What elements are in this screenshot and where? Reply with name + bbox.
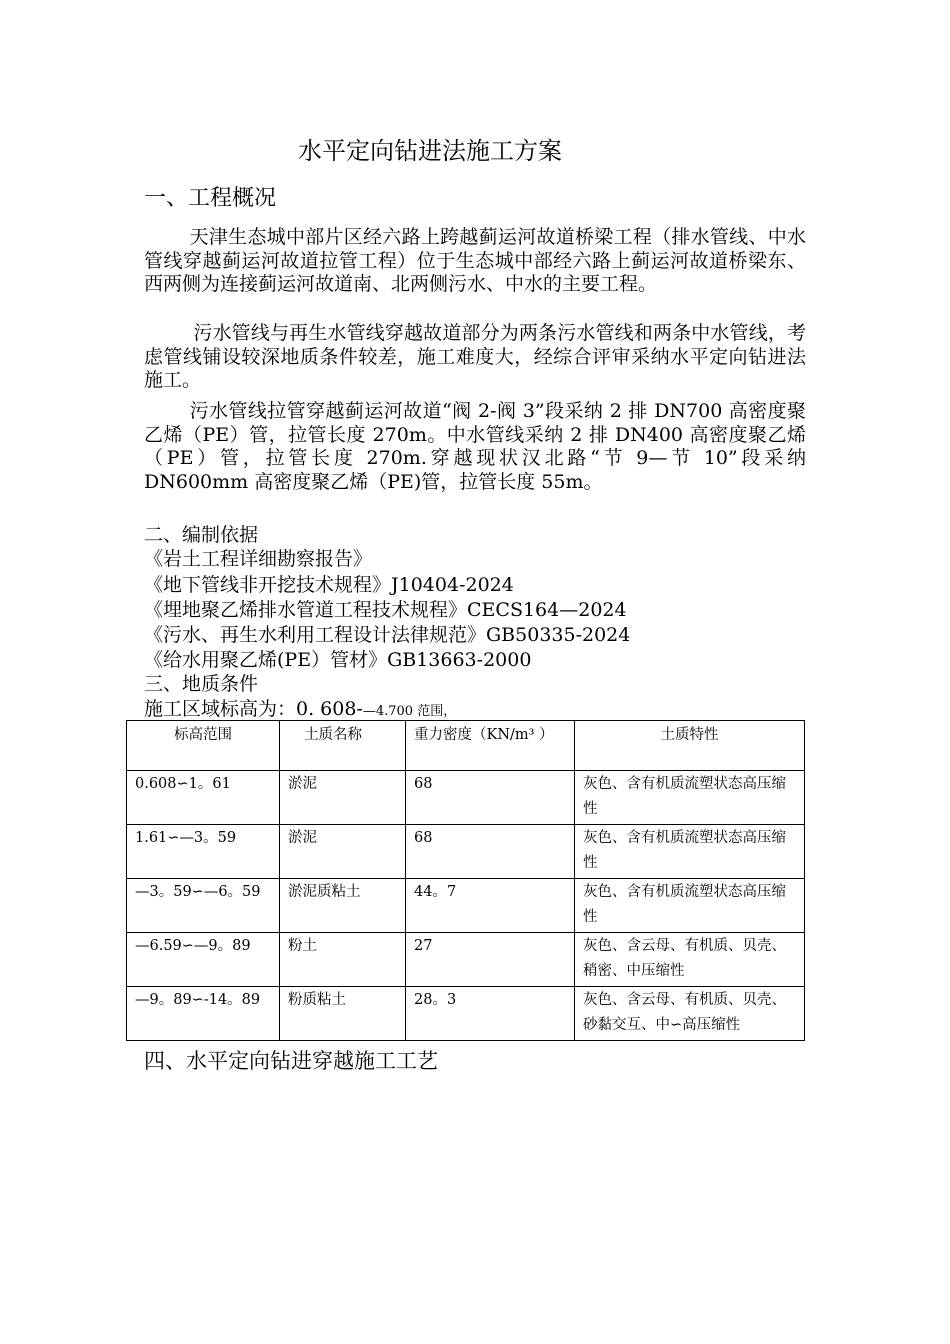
- reference-item: 《地下管线非开挖技术规程》J10404-2024: [144, 574, 514, 596]
- soil-name-cell: 淤泥: [280, 825, 406, 879]
- table-header-row: [127, 721, 805, 771]
- density-cell: 68: [406, 825, 575, 879]
- table-header-cell: 土质名称: [280, 721, 406, 771]
- soil-property-cell: 灰色、含云母、有机质、贝壳、稍密、中压缩性: [575, 933, 805, 987]
- table-header-cell: 重力密度（KN/m³ ）: [406, 721, 575, 771]
- elevation-range-prefix: 施工区域标高为：0. 608-: [144, 698, 363, 720]
- density-cell: 27: [406, 933, 575, 987]
- elevation-cell: —6.59∽—9。89: [127, 933, 280, 987]
- density-cell: 44。7: [406, 879, 575, 933]
- density-cell: 28。3: [406, 987, 575, 1041]
- soil-name-cell: 淤泥质粘土: [280, 879, 406, 933]
- soil-property-cell: 灰色、含云母、有机质、贝壳、砂黏交互、中∽高压缩性: [575, 987, 805, 1041]
- paragraph-overview-1: 天津生态城中部片区经六路上跨越蓟运河故道桥梁工程（排水管线、中水管线穿越蓟运河故道拉管工程）位于生态城中部经六路上蓟运河故道桥梁东、西两侧为连接蓟运河故道南、北两侧污水、中水的主要工程。: [144, 226, 806, 295]
- section-heading-basis: 二、编制依据: [144, 524, 259, 546]
- document-title: 水平定向钻进法施工方案: [298, 137, 562, 165]
- table-row: [127, 933, 805, 987]
- reference-item: 《埋地聚乙烯排水管道工程技术规程》CECS164—2024: [144, 599, 627, 621]
- section-heading-overview: 一、工程概况: [144, 186, 277, 211]
- soil-property-cell: 灰色、含有机质流塑状态高压缩性: [575, 771, 805, 825]
- reference-item: 《岩土工程详细勘察报告》: [144, 548, 373, 570]
- table-header-cell: 标高范围: [127, 721, 280, 771]
- soil-name-cell: 粉质粘土: [280, 987, 406, 1041]
- soil-properties-table: [126, 720, 805, 1041]
- density-cell: 68: [406, 771, 575, 825]
- elevation-cell: 1.61∽—3。59: [127, 825, 280, 879]
- soil-property-cell: 灰色、含有机质流塑状态高压缩性: [575, 825, 805, 879]
- soil-property-cell: 灰色、含有机质流塑状态高压缩性: [575, 879, 805, 933]
- reference-item: 《给水用聚乙烯(PE）管材》GB13663-2000: [144, 649, 532, 671]
- elevation-range-suffix: —4.700 范围，: [362, 704, 457, 719]
- elevation-cell: —3。59∽—6。59: [127, 879, 280, 933]
- elevation-cell: 0.608∽1。61: [127, 771, 280, 825]
- section-heading-geology: 三、地质条件: [144, 673, 259, 695]
- table-row: [127, 879, 805, 933]
- elevation-cell: —9。89∽-14。89: [127, 987, 280, 1041]
- table-row: [127, 825, 805, 879]
- paragraph-overview-2: 污水管线与再生水管线穿越故道部分为两条污水管线和两条中水管线，考虑管线铺设较深地质条件较差，施工难度大，经综合评审采纳水平定向钻进法施工。: [144, 322, 806, 391]
- soil-name-cell: 淤泥: [280, 771, 406, 825]
- table-row: [127, 771, 805, 825]
- paragraph-overview-3: 污水管线拉管穿越蓟运河故道“阀 2-阀 3”段采纳 2 排 DN700 高密度聚乙烯（PE）管，拉管长度 270m。中水管线采纳 2 排 DN400 高密度聚乙烯（PE）管，拉管长度 270m.穿越现状汉北路“节 9—节 10”段采纳 DN600mm 高密度聚乙烯（PE)管，拉管长度 55m。: [144, 400, 806, 493]
- table-header-cell: 土质特性: [575, 721, 805, 771]
- table-row: [127, 987, 805, 1041]
- soil-name-cell: 粉土: [280, 933, 406, 987]
- reference-item: 《污水、再生水利用工程设计法律规范》GB50335-2024: [144, 624, 631, 646]
- section-heading-process: 四、水平定向钻进穿越施工工艺: [144, 1049, 438, 1073]
